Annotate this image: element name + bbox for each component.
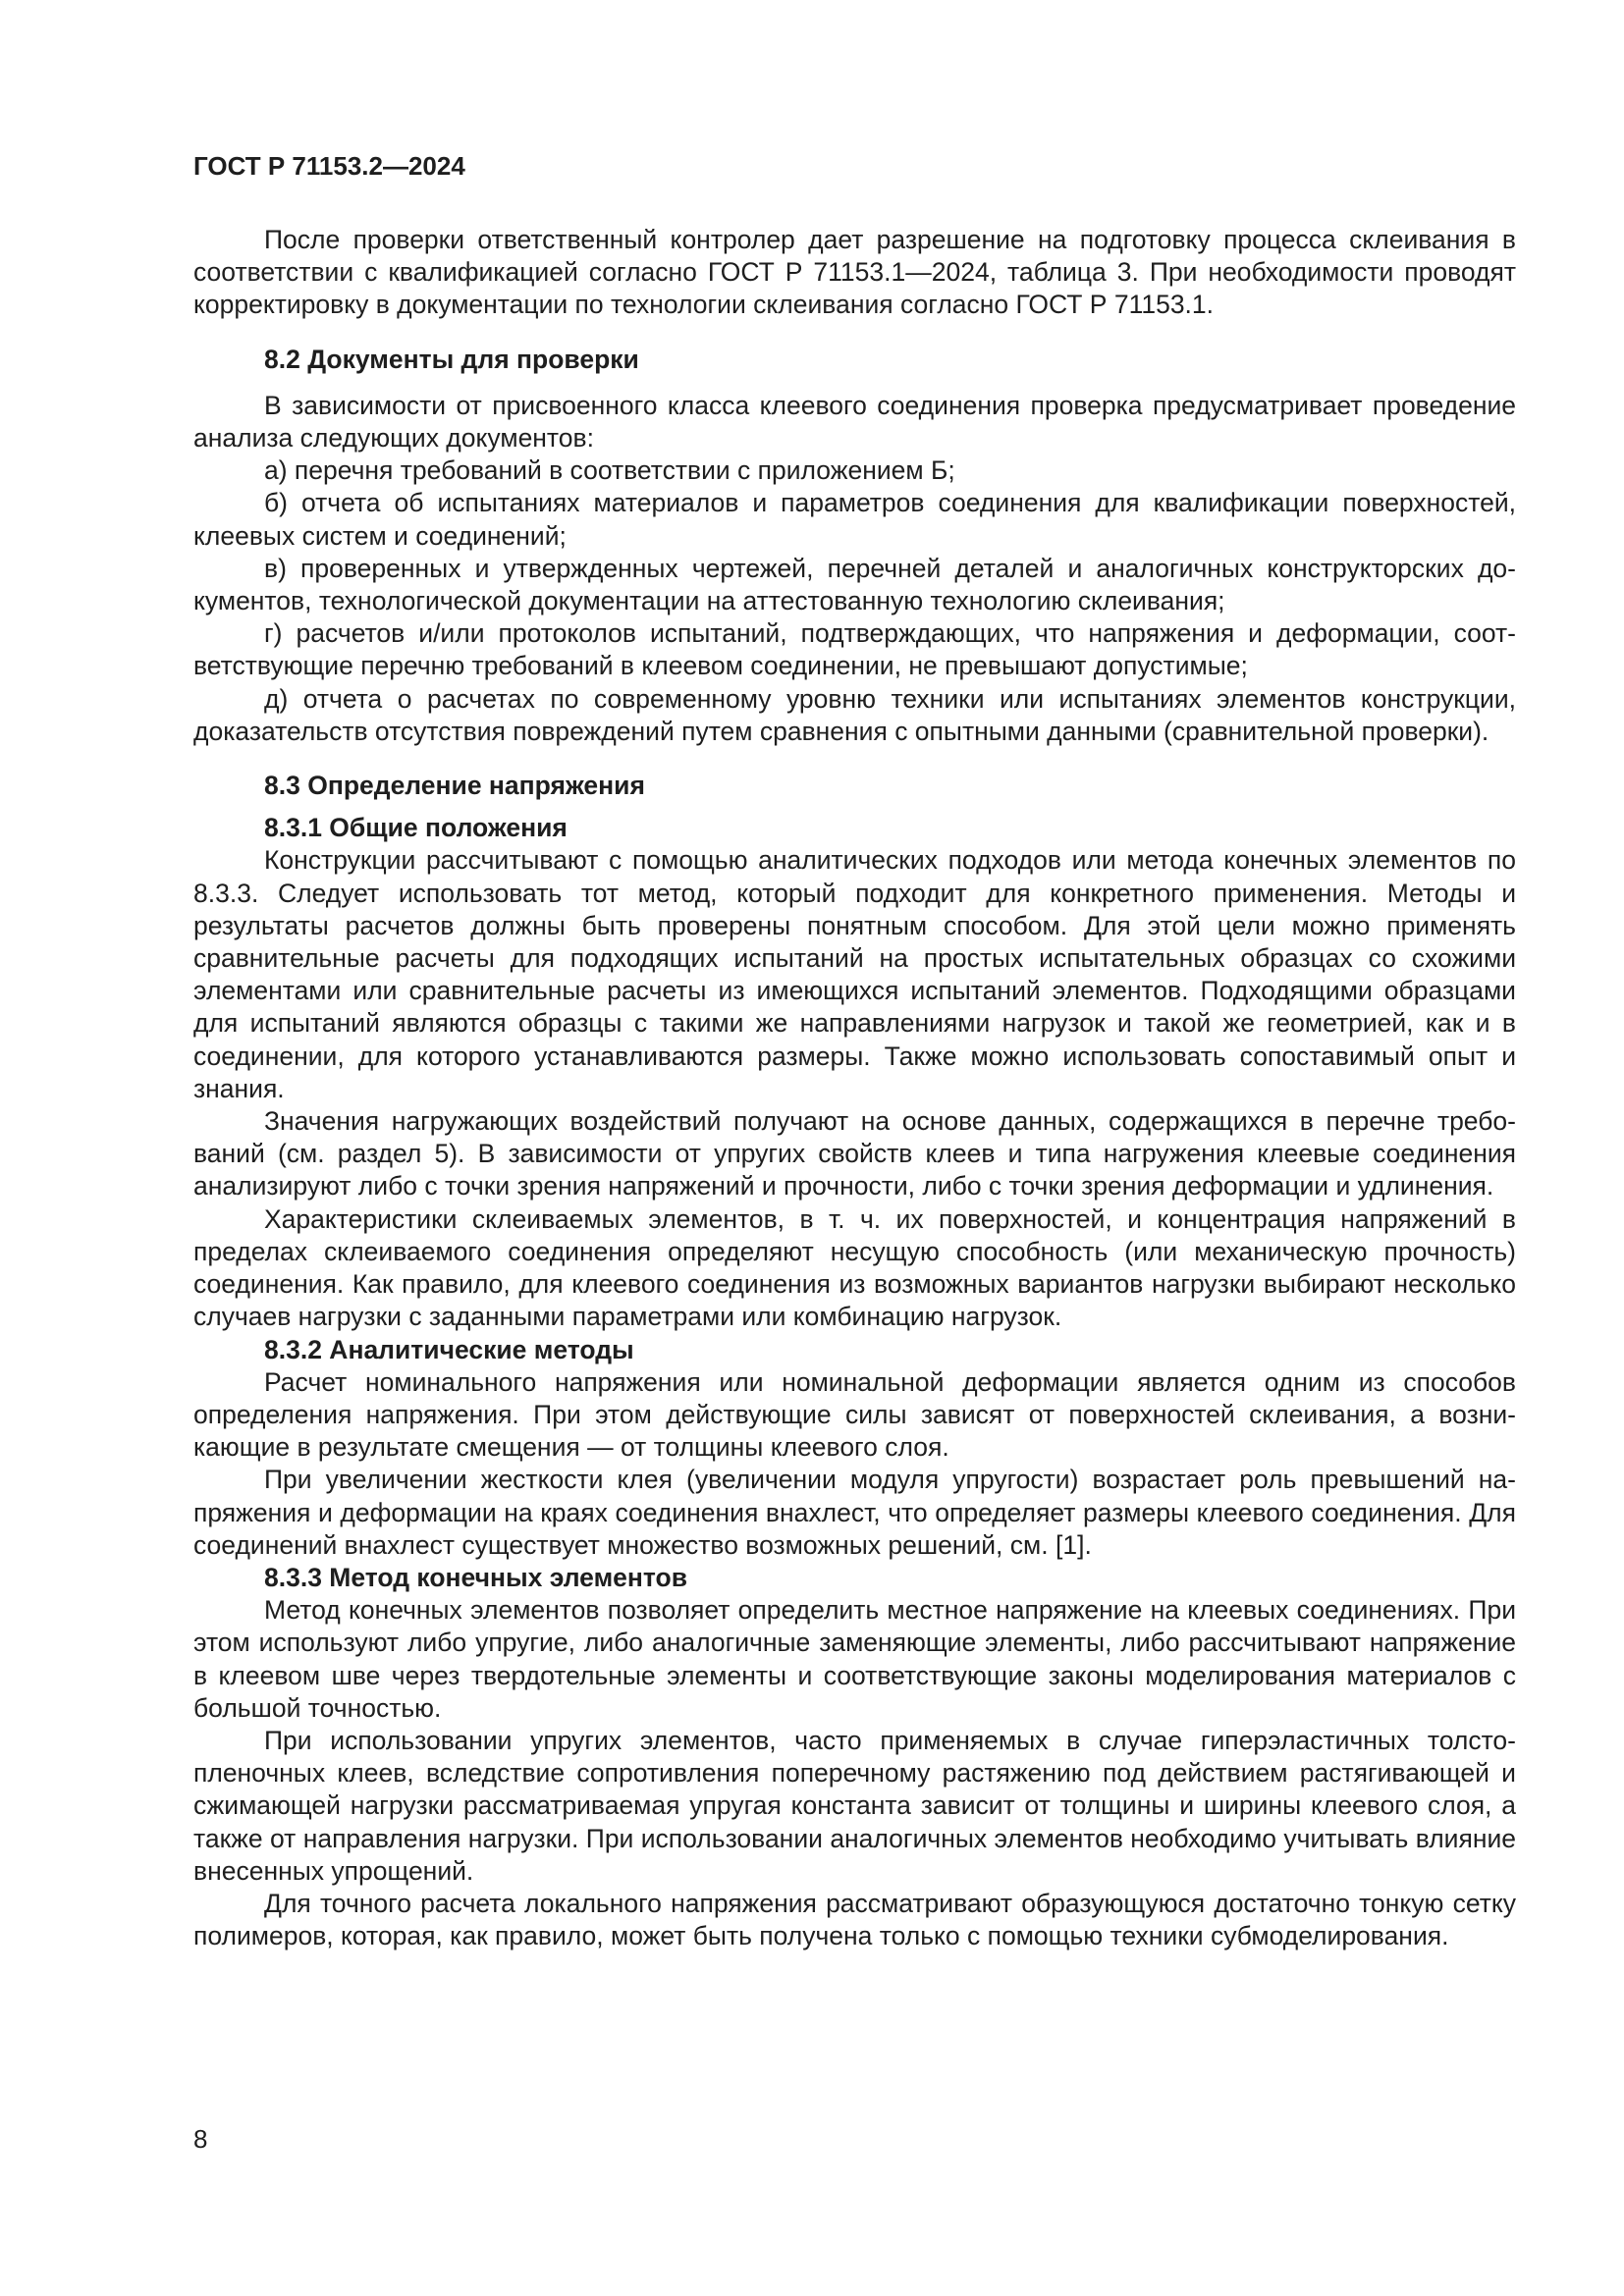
section-8-2-lead: В зависимости от присвоенного класса клеевого соединения проверка предусматривает проведение анализа следующих документов: [193,390,1516,454]
section-8-3-heading: 8.3 Определение напряжения [264,771,645,801]
intro-paragraph: После проверки ответственный контролер дает разрешение на подготовку процесса склеивания в соответствии с квалификацией согласно ГОСТ Р 71153.1—2024, таблица 3. При необходимости проводят корректировку в документации по технологии склеивания согласно ГОСТ Р 71153.1. [193,225,1516,320]
document-code: ГОСТ Р 71153.2—2024 [193,151,465,181]
paragraph: Расчет номинального напряжения или номинальной деформации является одним из способов определения напряжения. При этом действующие силы зависят от поверхностей склеивания, а возникающие в результате смещения — от толщины клеевого слоя. [193,1366,1516,1463]
section-8-3-2-heading: 8.3.2 Аналитические методы [264,1334,634,1364]
section-8-3-1-heading: 8.3.1 Общие положения [264,813,568,843]
page-number: 8 [193,2124,208,2154]
list-item-b: б) отчета об испытаниях материалов и параметров соединения для квалификации поверхностей, клеевых систем и соединений; [193,488,1516,551]
section-8-3-3-heading: 8.3.3 Метод конечных элементов [264,1562,688,1592]
paragraph: Значения нагружающих воздействий получают на основе данных, содержащихся в перечне требований (см. раздел 5). В зависимости от упругих свойств клеев и типа нагружения клеевые соединения анализируют либо с точки зрения напряжений и прочности, либо с точки зрения деформации и удлинения. [193,1106,1516,1201]
paragraph: При использовании упругих элементов, часто применяемых в случае гиперэластичных толстопленочных клеев, вследствие сопротивления поперечному растяжению под действием растягивающей и сжимающей нагрузки рассматриваемая упругая константа зависит от толщины и ширины клеевого слоя, а также от направления нагрузки. При использовании аналогичных элементов необходимо учитывать влияние внесенных упрощений. [193,1725,1516,1886]
page-body [193,224,1516,1952]
paragraph: При увеличении жесткости клея (увеличении модуля упругости) возрастает роль превышений напряжения и деформации на краях соединения внахлест, что определяет размеры клеевого соединения. Для соединений внахлест существует множество возможных решений, см. [1]. [193,1465,1516,1560]
paragraph: Для точного расчета локального напряжения рассматривают образующуюся достаточно тонкую сетку полимеров, которая, как правило, может быть получена только с помощью техники субмоделирования. [193,1888,1516,1951]
list-item-v: в) проверенных и утвержденных чертежей, перечней деталей и аналогичных конструкторских документов, технологической документации на аттестованную технологию склеивания; [193,553,1516,616]
list-item-g: г) расчетов и/или протоколов испытаний, подтверждающих, что напряжения и деформации, соответствующие перечню требований в клеевом соединении, не превышают допустимые; [193,618,1516,681]
list-item-a: а) перечня требований в соответствии с приложением Б; [264,455,955,486]
paragraph: Конструкции рассчитывают с помощью аналитических подходов или метода конечных элементов по 8.3.3. Следует использовать тот метод, который подходит для конкретного применения. Методы и результаты расчетов должны быть проверены понятным способом. Для этой цели можно применять сравнительные расчеты для подходящих испытаний на простых испытательных образцах со схожими элементами или сравнительные расчеты из имеющихся испытаний элементов. Подходящими образцами для испытаний являются образцы с такими же направлениями нагрузок и такой же геометрией, как и в соединении, для которого устанавливаются размеры. Также можно использовать сопоставимый опыт и знания. [193,845,1516,1103]
paragraph: Характеристики склеиваемых элементов, в т. ч. их поверхностей, и концентрация напряжений в пределах склеиваемого соединения определяют несущую способность (или механическую прочность) соединения. Как правило, для клеевого соединения из возможных вариантов нагрузки выбирают несколько случаев нагрузки с заданными параметрами или комбинацию нагрузок. [193,1203,1516,1332]
section-8-2-heading: 8.2 Документы для проверки [264,344,639,374]
paragraph: Метод конечных элементов позволяет определить местное напряжение на клеевых соединениях. При этом используют либо упругие, либо аналогичные заменяющие элементы, либо рассчитывают напряжение в клеевом шве через твердотельные элементы и соответствующие законы моделирования материалов с большой точностью. [193,1595,1516,1723]
list-item-d: д) отчета о расчетах по современному уровню техники или испытаниях элементов конструкции, доказательств отсутствия повреждений путем сравнения с опытными данными (сравнительной проверки). [193,683,1516,746]
